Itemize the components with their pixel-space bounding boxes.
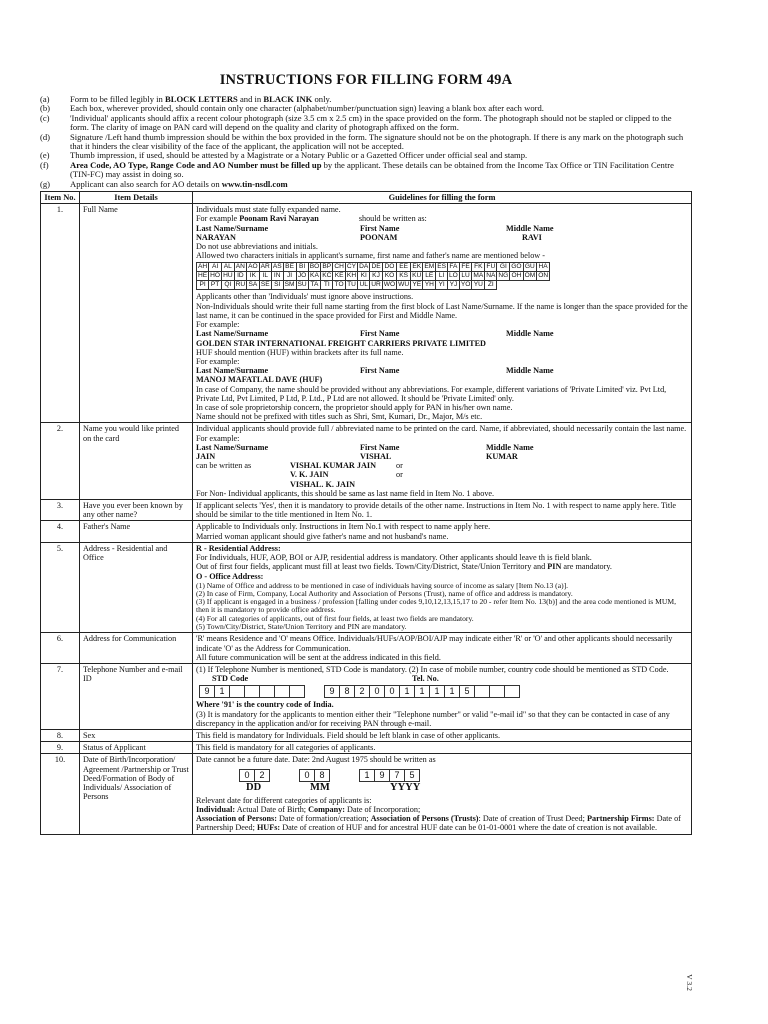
- digit-box: [504, 685, 520, 698]
- initials-cell: ON: [538, 272, 549, 280]
- table-row: 6. Address for Communication 'R' means Residence and 'O' means Office. Individuals/HUFs/AOP/BOI/AJP may indicate either 'R' or 'O' and other applicants should necessarily indicate 'O' as the Address for Communication. All future communication will be sent at the address indicated in this field.: [41, 633, 692, 664]
- initials-grid-row: [197, 263, 550, 272]
- digit-box: [244, 685, 260, 698]
- initials-cell: IK: [247, 272, 260, 281]
- initials-cell: FE: [459, 263, 472, 272]
- digit-box: 9: [374, 769, 390, 782]
- initials-cell: KS: [397, 272, 411, 281]
- initials-cell: PI: [197, 281, 209, 290]
- digit-box: 7: [389, 769, 405, 782]
- table-row: 2. Name you would like printed on the card Individual applicants should provide full / abbreviated name to be printed on the card. Name, if abbreviated, should necessarily contain the last name. For example: Last Name/Surname First Name Middle Name JAIN VISHAL KUMAR can be written as VISHAL KUMAR JAIN or V. K. JAIN or VISHAL. K. JAIN For Non- Individual applicants, this should be same as last name field in Item No. 1 above.: [41, 423, 692, 500]
- initials-grid: [196, 262, 550, 290]
- initials-cell: KH: [346, 272, 357, 280]
- digit-box: 5: [404, 769, 420, 782]
- digit-box: 1: [399, 685, 415, 698]
- digit-box: [229, 685, 245, 698]
- initials-cell: DA: [359, 263, 369, 271]
- table-row: 1. Full Name Individuals must state fully expanded name. For example Poonam Ravi Narayan should be written as: Last Name/Surname First Name Middle Name NARAYAN POONAM RAVI Do not use abbreviations and initials. Allowed two characters initials in applicant's surname, first name and father's name are mentioned below - AH AI AL AN AO AR AS BE BI BO BP CH CY DA DE DO EE EK EM ES FA FE FK FU GI GO GU HA HE HO HU ID IK IL IN JI JO KA KC KE KH KI KJ KO KS KU LE LI LO LU MA NA NG OH OM ON PI PT QI RU SA SE SI SM SU TA TI TO TU UL UR WO WU YE YH YI YJ YO YU ZI Applicants other than 'Individuals' must ignore above instructions. Non-Individuals should write their full name starting from the first block of Last Name/Surname. If the name is longer than the space provided for the last name, it can be continued in the space provided for First and Middle Name. For example: Last Name/Surname First Name Middle Name GOLDEN STAR INTERNATIONAL FREIGHT CARRIERS PRIVATE LIMITED HUF should mention (HUF) within brackets after its full name. For example: Last Name/Surname First Name Middle Name MANOJ MAFATLAL DAVE (HUF) In case of Company, the name should be provided without any abbreviations. For example, different variations of 'Private Limited' viz. Pvt Ltd, Private Ltd, Pvt Limited, P Ltd, P. Ltd., P Ltd are not allowed. It should be 'Private Limited' only. In case of sole proprietorship concern, the proprietor should apply for PAN in his/her own name. Name should not be prefixed with titles such as Shri, Smt, Kumari, Dr., Major, M/s etc.: [41, 204, 692, 423]
- initials-cell: SU: [297, 281, 307, 289]
- initials-cell: KO: [382, 272, 396, 281]
- digit-box: 1: [444, 685, 460, 698]
- instruction-item: (b) Each box, wherever provided, should contain only one character (alphabet/number/punctuation sign) leaving a blank box after each word.: [40, 103, 544, 114]
- initials-cell: LI: [436, 272, 448, 281]
- initials-cell: AN: [235, 263, 245, 271]
- telephone-example-boxes: [196, 685, 688, 698]
- form-page: [40, 72, 692, 835]
- initials-cell: AR: [260, 263, 270, 271]
- initials-cell: KE: [334, 272, 344, 280]
- table-row: 10. Date of Birth/Incorporation/ Agreement /Partnership or Trust Deed/Formation of Body of Individuals/ Association of Persons Date cannot be a future date. Date: 2nd August 1975 should be written as 0 2 0 8 1 9 7 5 DD MM YYYY Relevant date for different categories of applicants is: Individual: Actual Date of Birth; Company: Date of Incorporation; Association of Persons: Date of formation/creation; Association of Persons (Trusts): Date of creation of Trust Deed; Partnership Firms: Date of Partnership Deed; HUFs: Date of creation of HUF and for ancestral HUF date can be 01-01-0001 where the date of creation is not available.: [41, 754, 692, 834]
- digit-box: 5: [459, 685, 475, 698]
- initials-cell: IL: [259, 272, 271, 281]
- date-example-boxes: [196, 769, 688, 782]
- digit-box: 1: [214, 685, 230, 698]
- initials-cell: BO: [309, 263, 320, 271]
- instruction-item: (e) Thumb impression, if used, should be attested by a Magistrate or a Notary Public or a Gazetted Officer under official seal and stamp.: [40, 150, 528, 161]
- initials-cell: LO: [449, 272, 458, 280]
- digit-box: [474, 685, 490, 698]
- table-row: 7. Telephone Number and e-mail ID (1) If Telephone Number is mentioned, STD Code is mandatory. (2) In case of mobile number, country code should be mentioned as STD Code. STD Code Tel. No. 9 1 9 8 2 0 0 1 1 1 1 5 Where '91' is the country code of India. (3) It is mandatory for the applicants to mention either their "Telephone number" or valid "e-mail id" so that they can be contacted in case of any discrepancy in the application and/or for receiving PAN through e-mail.: [41, 663, 692, 729]
- initials-cell: HU: [223, 272, 233, 280]
- digit-box: 1: [429, 685, 445, 698]
- initials-cell: OH: [511, 272, 522, 280]
- table-header-row: [41, 192, 692, 204]
- guidelines-table: [40, 191, 692, 835]
- initials-cell: GU: [524, 263, 535, 271]
- header-item-no: Item No.: [41, 192, 80, 204]
- digit-box: [274, 685, 290, 698]
- digit-box: [489, 685, 505, 698]
- initials-cell: YU: [473, 281, 483, 289]
- initials-cell: AS: [272, 263, 282, 271]
- initials-cell: KA: [310, 272, 319, 280]
- digit-box: 9: [324, 685, 340, 698]
- initials-cell: TI: [321, 281, 333, 290]
- initials-cell: LE: [423, 272, 436, 281]
- initials-cell: DO: [382, 263, 396, 272]
- initials-cell: SM: [284, 281, 295, 289]
- digit-box: 8: [339, 685, 355, 698]
- digit-box: 9: [199, 685, 215, 698]
- initials-cell: YO: [460, 281, 471, 289]
- initials-cell: PT: [209, 281, 222, 290]
- digit-box: 0: [384, 685, 400, 698]
- initials-cell: ES: [437, 263, 447, 271]
- initials-cell: OM: [524, 272, 536, 280]
- initials-cell: IN: [271, 272, 283, 281]
- initials-cell: KC: [322, 272, 332, 280]
- initials-grid-row: [197, 281, 550, 290]
- initials-cell: NA: [486, 272, 496, 280]
- initials-cell: TA: [308, 281, 321, 290]
- initials-cell: SI: [271, 281, 283, 290]
- digit-box: 8: [314, 769, 330, 782]
- initials-cell: EK: [412, 263, 422, 271]
- digit-box: 0: [369, 685, 385, 698]
- initials-cell: UR: [371, 281, 381, 289]
- instruction-item: (c) 'Individual' applicants should affix a recent colour photograph (size 3.5 cm x 2.5 cm) in the space provided on the form. The photograph should not be stapled or clipped to the form. The clarity of image on PAN card will depend on the quality and clarity of photograph affixed on the form.: [40, 112, 672, 133]
- initials-cell: FK: [472, 263, 485, 272]
- initials-cell: CY: [346, 263, 357, 271]
- initials-cell: QI: [222, 281, 235, 290]
- initials-cell: HO: [210, 272, 221, 280]
- initials-cell: AH: [198, 263, 208, 271]
- digit-box: 1: [414, 685, 430, 698]
- initials-cell: MA: [473, 272, 484, 280]
- instructions-list: [40, 95, 692, 189]
- initials-cell: FA: [449, 263, 458, 271]
- guideline-cell: Individuals must state fully expanded name. For example Poonam Ravi Narayan should be written as: Last Name/Surname First Name Middle Name NARAYAN POONAM RAVI Do not use abbreviations and initials. Allowed two characters initials in applicant's surname, first name and father's name are mentioned below - AH AI AL AN AO AR AS BE BI BO BP CH CY DA DE DO EE EK EM ES FA FE FK FU GI GO GU HA HE HO HU ID IK IL IN JI JO KA KC KE KH KI KJ KO KS KU LE LI LO LU MA NA NG OH OM ON PI PT QI RU SA SE SI SM SU TA TI TO TU UL UR WO WU YE YH YI YJ YO YU ZI Applicants other than 'Individuals' must ignore above instructions. Non-Individuals should write their full name starting from the first block of Last Name/Surname. If the name is longer than the space provided for the last name, it can be continued in the space provided for First and Middle Name. For example: Last Name/Surname First Name Middle Name GOLDEN STAR INTERNATIONAL FREIGHT CARRIERS PRIVATE LIMITED HUF should mention (HUF) within brackets after its full name. For example: Last Name/Surname First Name Middle Name MANOJ MAFATLAL DAVE (HUF) In case of Company, the name should be provided without any abbreviations. For example, different variations of 'Private Limited' viz. Pvt Ltd, Private Ltd, Pvt Limited, P Ltd, P. Ltd., P Ltd are not allowed. It should be 'Private Limited' only. In case of sole proprietorship concern, the proprietor should apply for PAN in his/her own name. Name should not be prefixed with titles such as Shri, Smt, Kumari, Dr., Major, M/s etc.: [193, 204, 692, 423]
- initials-cell: TU: [347, 281, 356, 289]
- initials-cell: TO: [334, 281, 344, 289]
- digit-box: 1: [359, 769, 375, 782]
- initials-cell: EM: [424, 263, 435, 271]
- initials-cell: RU: [235, 281, 246, 289]
- initials-cell: BP: [322, 263, 332, 271]
- initials-cell: JO: [297, 272, 307, 280]
- instruction-item: (a) Form to be filled legibly in BLOCK LETTERS and in BLACK INK only.: [40, 94, 332, 104]
- guideline-cell: Individual applicants should provide full / abbreviated name to be printed on the card. Name, if abbreviated, should necessarily contain the last name. For example: Last Name/Surname First Name Middle Name JAIN VISHAL KUMAR can be written as VISHAL KUMAR JAIN or V. K. JAIN or VISHAL. K. JAIN For Non- Individual applicants, this should be same as last name field in Item No. 1 above.: [193, 423, 692, 500]
- tin-nsdl-link[interactable]: www.tin-nsdl.com: [221, 178, 288, 189]
- initials-cell: ID: [234, 272, 247, 281]
- initials-cell: CH: [334, 263, 344, 271]
- digit-box: 0: [299, 769, 315, 782]
- digit-box: 2: [254, 769, 270, 782]
- digit-box: 2: [354, 685, 370, 698]
- initials-cell: UL: [359, 281, 368, 289]
- digit-box: [259, 685, 275, 698]
- instruction-item: (f) Area Code, AO Type, Range Code and AO Number must be filled up by the applicant. These details can be obtained from the Income Tax Office or TIN Facilitation Centre (TIN-FC) may assist in doing so.: [40, 159, 674, 180]
- table-row: 9. Status of Applicant This field is mandatory for all categories of applicants.: [41, 742, 692, 754]
- initials-cell: KI: [358, 272, 370, 281]
- initials-cell: KJ: [370, 272, 383, 281]
- initials-cell: HA: [538, 263, 548, 271]
- initials-cell: AO: [248, 263, 258, 271]
- initials-cell: SA: [248, 281, 258, 289]
- initials-cell: EE: [397, 263, 411, 272]
- initials-cell: YI: [436, 281, 448, 290]
- initials-cell: GO: [511, 263, 522, 271]
- initials-cell: GI: [497, 263, 510, 272]
- initials-cell: DE: [371, 263, 381, 271]
- initials-cell: AI: [209, 263, 222, 272]
- initials-grid-row: [197, 272, 550, 281]
- initials-cell: ZI: [485, 281, 497, 290]
- initials-cell: NG: [498, 272, 509, 280]
- initials-cell: FU: [486, 263, 496, 271]
- table-row: 8. Sex This field is mandatory for Individuals. Field should be left blank in case of other applicants.: [41, 729, 692, 741]
- initials-cell: BE: [283, 263, 296, 272]
- digit-box: [289, 685, 305, 698]
- initials-cell: JI: [283, 272, 296, 281]
- table-row: 3. Have you ever been known by any other name? If applicant selects 'Yes', then it is mandatory to provide details of the other name. Instructions in Item No. 1 with respect to name apply here. Title should be similar to the title mentioned in Item No. 1.: [41, 499, 692, 520]
- header-item-details: Item Details: [80, 192, 193, 204]
- initials-cell: HE: [198, 272, 208, 280]
- initials-cell: WO: [383, 281, 396, 289]
- initials-cell: YJ: [448, 281, 460, 290]
- instruction-item: (d) Signature /Left hand thumb impression should be within the box provided in the form. The signature should not be on the photograph. If there is any mark on the photograph such that it hinders the clear visibility of the face of the applicant, the application will not be accepted.: [40, 131, 684, 152]
- table-row: 4. Father's Name Applicable to Individuals only. Instructions in Item No.1 with respect to name apply here. Married woman applicant should give father's name and not husband's name.: [41, 521, 692, 542]
- header-guidelines: Guidelines for filling the form: [193, 192, 692, 204]
- initials-cell: WU: [398, 281, 410, 289]
- initials-cell: LU: [459, 272, 472, 281]
- instruction-item: (g) Applicant can also search for AO details on www.tin-nsdl.com: [40, 178, 288, 189]
- initials-cell: KU: [412, 272, 422, 280]
- table-row: 5. Address - Residential and Office R - Residential Address: For Individuals, HUF, AOP, BOI or AJP, residential address is mandatory. Other applicants should leave th is field blank. Out of first four fields, applicant must fill at least two fields. Town/City/District, State/Union Territory and PIN are mandatory. O - Office Address: (1) Name of Office and address to be mentioned in case of individuals having source of income as salary [Item No.13 (a)]. (2) In case of Firm, Company, Local Authority and Association of Persons (Trust), name of office and address is mandatory. (3) If applicant is engaged in a business / profession [falling under codes 9,10,12,13,15,17 to 20 - refer Item No. 13(b)] and the area code mentioned is MUM, then it is mandatory to provide office address. (4) For all categories of applicants, out of first four fields, at least two fields are mandatory. (5) Town/City/District, State/Union Territory and PIN are mandatory.: [41, 542, 692, 633]
- digit-box: 0: [239, 769, 255, 782]
- initials-cell: YH: [424, 281, 434, 289]
- initials-cell: SE: [260, 281, 270, 289]
- initials-cell: BI: [296, 263, 308, 272]
- version-label: V 3.2: [685, 974, 695, 991]
- page-title: INSTRUCTIONS FOR FILLING FORM 49A: [219, 72, 513, 88]
- initials-cell: YE: [412, 281, 422, 289]
- initials-cell: AL: [222, 263, 235, 272]
